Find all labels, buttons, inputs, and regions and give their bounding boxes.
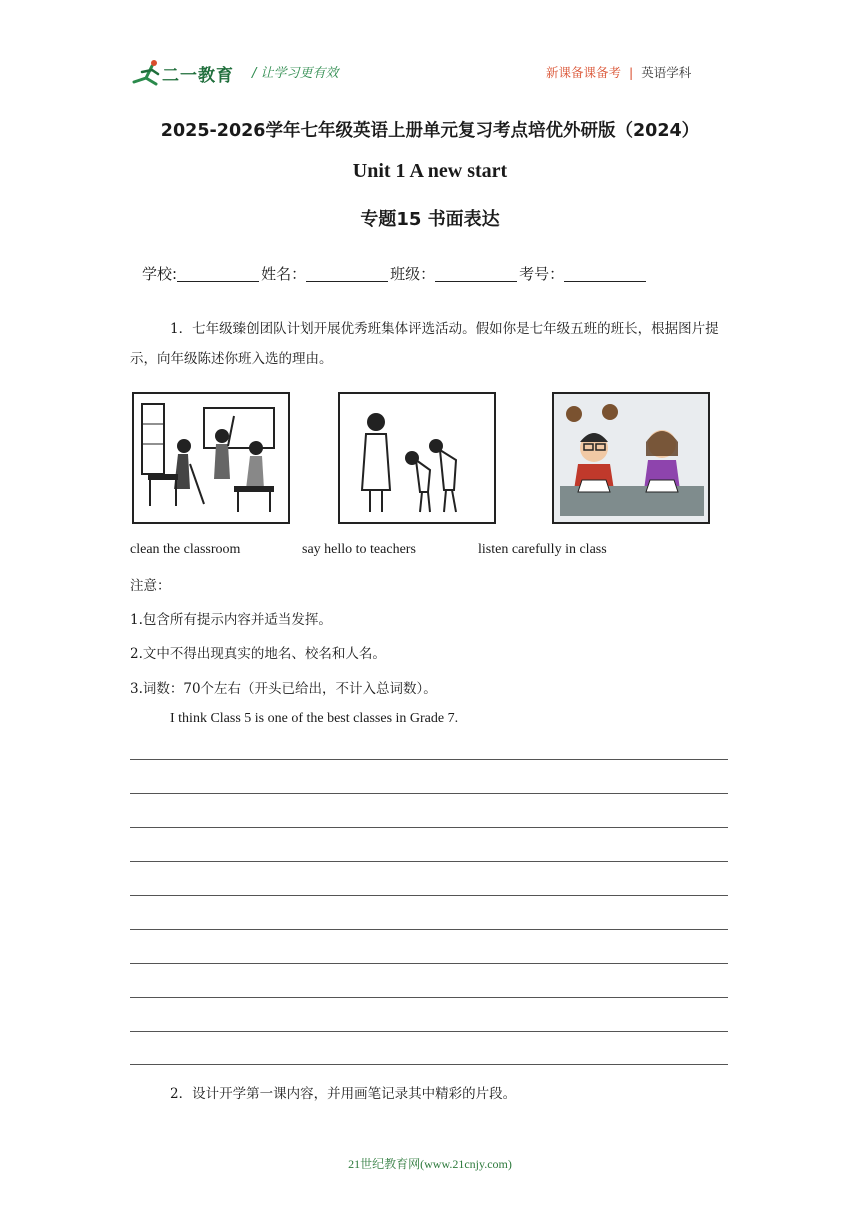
logo-text: 二一教育 [162,66,234,86]
question-2-text: 2．设计开学第一课内容，并用画笔记录其中精彩的片段。 [170,1086,517,1102]
footer-source: 21世纪教育网(www.21cnjy.com) [348,1157,512,1171]
answer-line[interactable] [130,895,728,896]
name-label: 姓名： [261,265,307,283]
student-info-row [142,263,648,284]
caption-2: say hello to teachers [302,542,416,557]
answer-line[interactable] [130,827,728,828]
school-blank[interactable] [177,264,259,282]
document-title: 2025-2026学年七年级英语上册单元复习考点培优外研版（2024） [160,121,700,141]
header-separator: | [629,65,634,80]
answer-line[interactable] [130,861,728,862]
school-label: 学校: [142,265,178,283]
runner-logo-icon [132,58,162,88]
unit-title: Unit 1 A new start [352,160,508,182]
logo [132,58,242,88]
listen-in-class-illustration [552,392,710,524]
answer-line[interactable] [130,929,728,930]
slogan: / 让学习更有效 [252,66,339,81]
number-label: 考号： [519,265,565,283]
answer-line[interactable] [130,759,728,760]
question-1-text: 1．七年级臻创团队计划开展优秀班集体评选活动。假如你是七年级五班的班长，根据图片提示，向年级陈述你班入选的理由。 [130,321,719,367]
class-label: 班级： [390,265,436,283]
answer-line[interactable] [130,793,728,794]
topic-title: 专题15 书面表达 [360,209,500,230]
answer-line[interactable] [130,1031,728,1032]
clean-classroom-illustration [132,392,290,524]
note-1: 1.包含所有提示内容并适当发挥。 [130,612,332,628]
caption-1: clean the classroom [130,542,241,557]
note-2: 2.文中不得出现真实的地名、校名和人名。 [130,646,386,662]
header-course-label: 新课备课备考 [546,65,622,80]
answer-line[interactable] [130,1064,728,1065]
header-right [546,63,691,81]
answer-line[interactable] [130,997,728,998]
notes-title: 注意： [130,578,171,594]
name-blank[interactable] [306,264,388,282]
note-3: 3.词数：70个左右（开头已给出，不计入总词数）。 [130,681,437,697]
lead-sentence: I think Class 5 is one of the best classes in Grade 7. [170,711,459,726]
greet-teachers-illustration [338,392,496,524]
header-subject-label: 英语学科 [641,65,692,80]
class-blank[interactable] [435,264,517,282]
number-blank[interactable] [564,264,646,282]
answer-line[interactable] [130,963,728,964]
caption-3: listen carefully in class [478,542,607,557]
